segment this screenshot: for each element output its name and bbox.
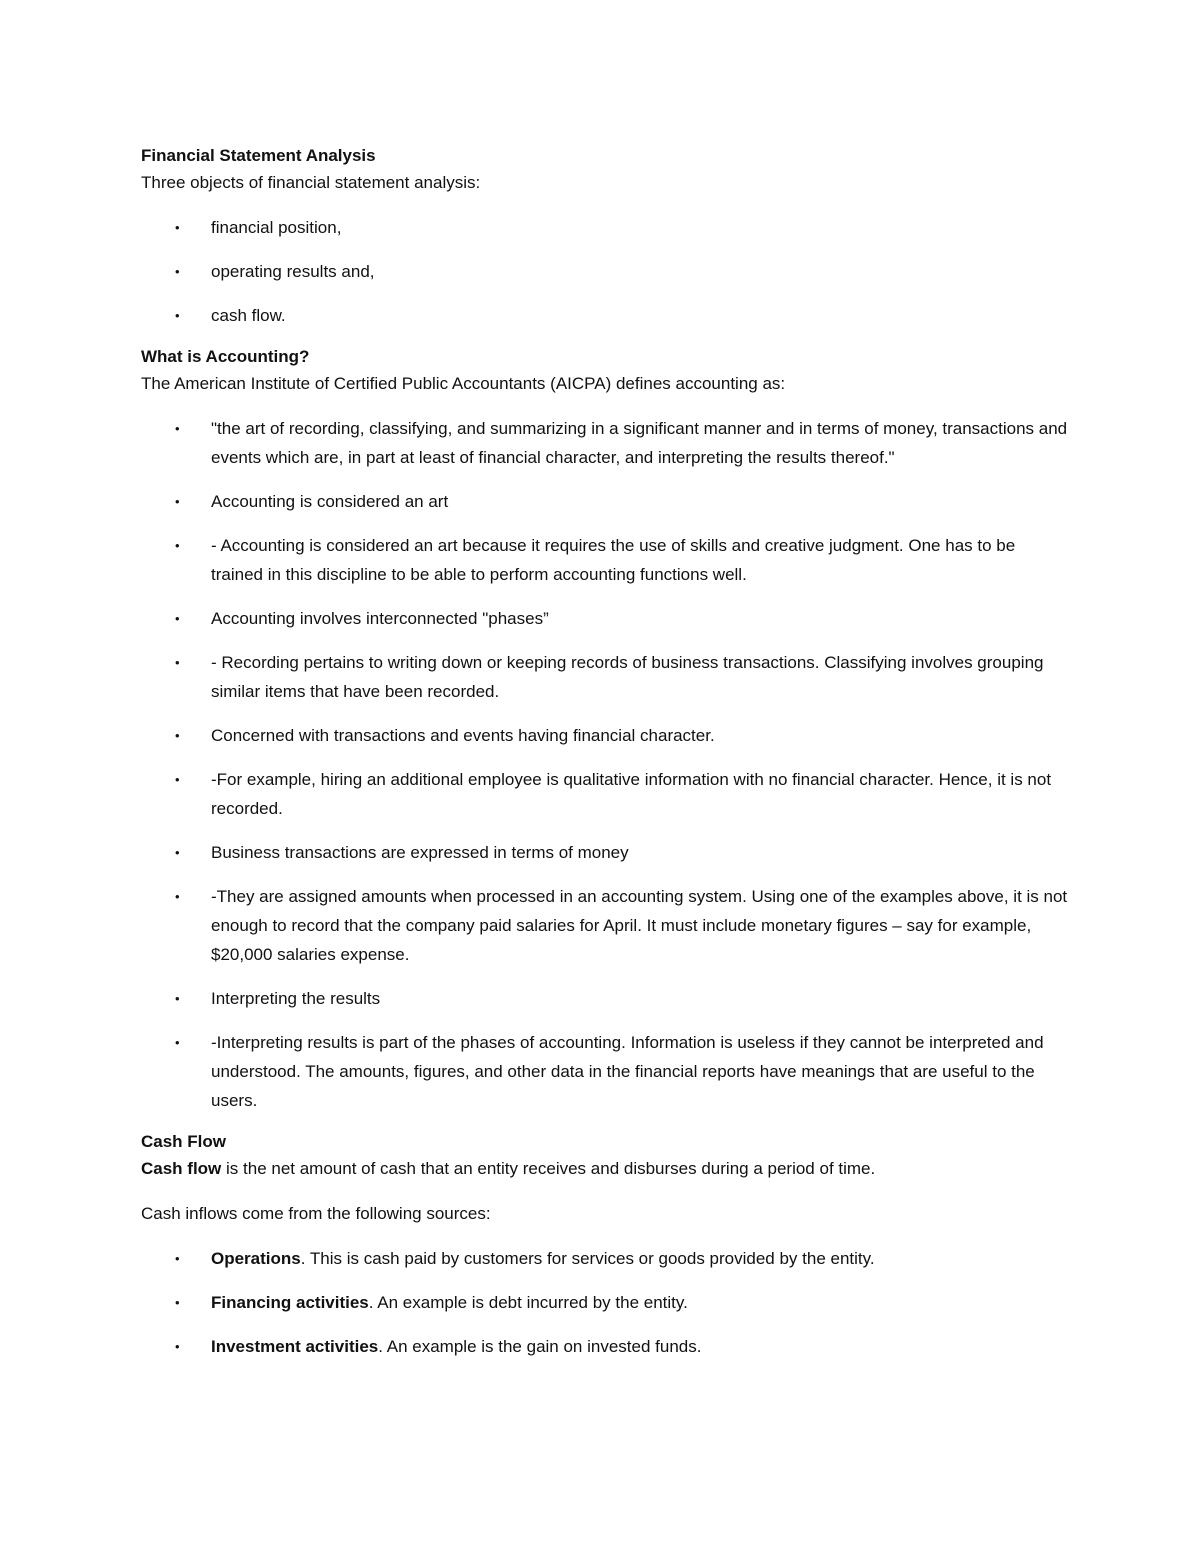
list-item: • "the art of recording, classifying, and summarizing in a significant manner and in terms of money, transactions and events which are, in part at least of financial character, and interpreting the results thereof.": [141, 414, 1071, 472]
list-item: • Investment activities. An example is the gain on invested funds.: [141, 1332, 1071, 1361]
section1-intro: Three objects of financial statement analysis:: [141, 173, 481, 192]
cash-flow-definition: Cash flow is the net amount of cash that an entity receives and disburses during a period of time.: [141, 1159, 876, 1178]
objects-list: [141, 213, 1071, 330]
bullet-icon: •: [175, 845, 180, 860]
bullet-icon: •: [175, 264, 180, 279]
cash-inflow-list: [141, 1244, 1071, 1361]
bullet-icon: •: [175, 1035, 180, 1050]
bullet-icon: •: [175, 494, 180, 509]
list-item: • Financing activities. An example is debt incurred by the entity.: [141, 1288, 1071, 1317]
list-item: • -They are assigned amounts when processed in an accounting system. Using one of the examples above, it is not enough to record that the company paid salaries for April. It must include monetary figures – say for example, $20,000 salaries expense.: [141, 882, 1071, 969]
bullet-icon: •: [175, 421, 180, 436]
document-page: [141, 144, 1071, 1376]
section-title-what-is-accounting: What is Accounting?: [141, 347, 310, 366]
bullet-icon: •: [175, 308, 180, 323]
bullet-icon: •: [175, 991, 180, 1006]
list-item: • Accounting is considered an art: [141, 487, 1071, 516]
bullet-icon: •: [175, 772, 180, 787]
list-item: • -For example, hiring an additional employee is qualitative information with no financial character. Hence, it is not recorded.: [141, 765, 1071, 823]
bullet-icon: •: [175, 538, 180, 553]
bullet-icon: •: [175, 611, 180, 626]
list-item: • - Recording pertains to writing down or keeping records of business transactions. Classifying involves grouping similar items that have been recorded.: [141, 648, 1071, 706]
bullet-icon: •: [175, 220, 180, 235]
accounting-list: [141, 414, 1071, 1115]
bullet-icon: •: [175, 728, 180, 743]
list-item: • Concerned with transactions and events having financial character.: [141, 721, 1071, 750]
list-item: • cash flow.: [141, 301, 1071, 330]
list-item: • - Accounting is considered an art because it requires the use of skills and creative judgment. One has to be trained in this discipline to be able to perform accounting functions well.: [141, 531, 1071, 589]
list-item: • financial position,: [141, 213, 1071, 242]
list-item: • Interpreting the results: [141, 984, 1071, 1013]
bullet-icon: •: [175, 655, 180, 670]
section3-intro: Cash inflows come from the following sources:: [141, 1204, 491, 1223]
bullet-icon: •: [175, 1295, 180, 1310]
bullet-icon: •: [175, 1251, 180, 1266]
section2-intro: The American Institute of Certified Public Accountants (AICPA) defines accounting as:: [141, 374, 786, 393]
list-item: • Business transactions are expressed in terms of money: [141, 838, 1071, 867]
section-title-financial-statement-analysis: Financial Statement Analysis: [141, 146, 376, 165]
bullet-icon: •: [175, 889, 180, 904]
list-item: • -Interpreting results is part of the phases of accounting. Information is useless if they cannot be interpreted and understood. The amounts, figures, and other data in the financial reports have meanings that are useful to the users.: [141, 1028, 1071, 1115]
list-item: • Operations. This is cash paid by customers for services or goods provided by the entity.: [141, 1244, 1071, 1273]
section-title-cash-flow: Cash Flow: [141, 1132, 227, 1151]
bullet-icon: •: [175, 1339, 180, 1354]
list-item: • operating results and,: [141, 257, 1071, 286]
list-item: • Accounting involves interconnected "phases”: [141, 604, 1071, 633]
